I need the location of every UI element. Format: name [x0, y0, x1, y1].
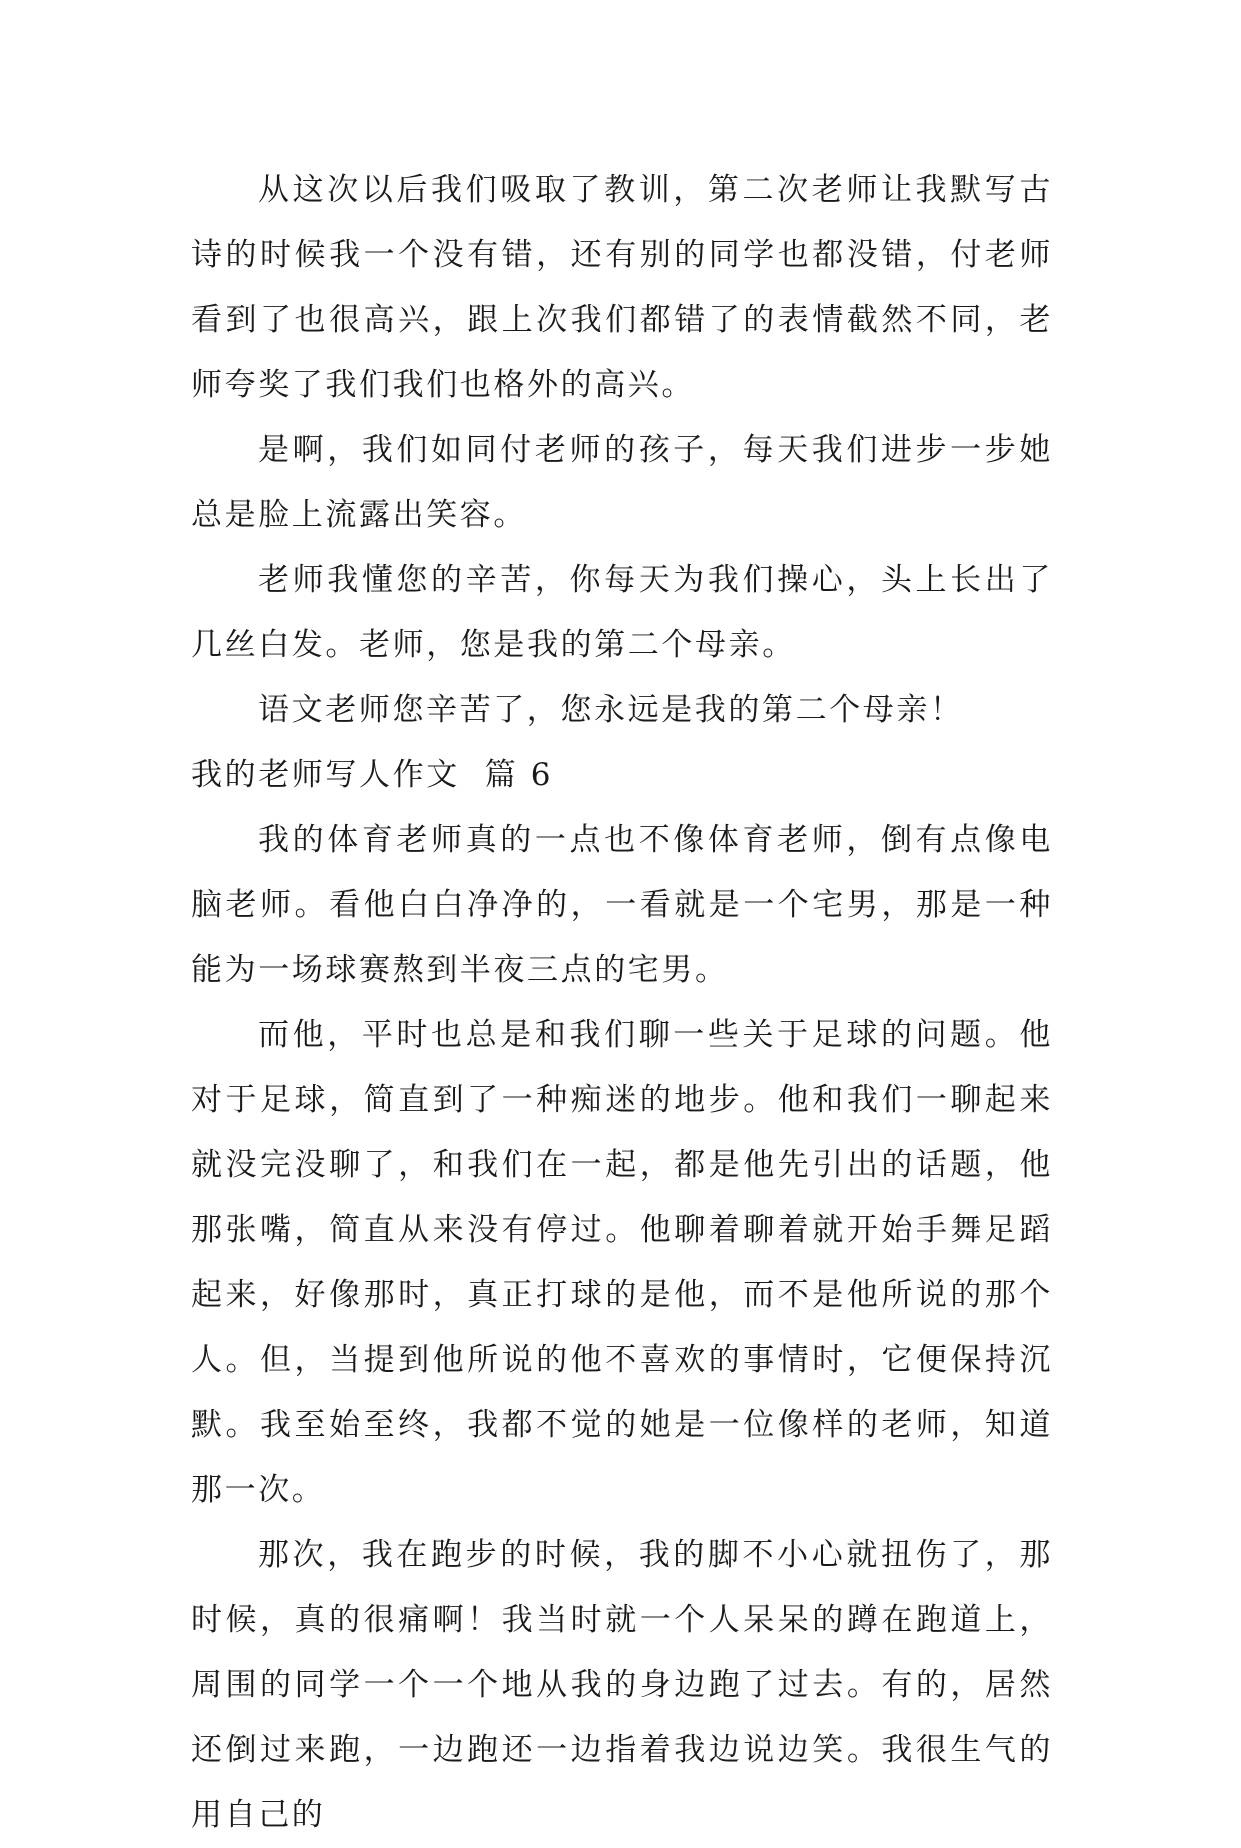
paragraph-football-talk: 而他，平时也总是和我们聊一些关于足球的问题。他对于足球，简直到了一种痴迷的地步。他和我们一聊起来就没完没聊了，和我们在一起，都是他先引出的话题，他那张嘴，简直从来没有停过。他聊着聊着就开始手舞足蹈起来，好像那时，真正打球的是他，而不是他所说的那个人。但，当提到他所说的他不喜欢的事情时，它便保持沉默。我至始至终，我都不觉的她是一位像样的老师，知道那一次。: [191, 1017, 1053, 1508]
paragraph-second-mother: 语文老师您辛苦了，您永远是我的第二个母亲！: [258, 692, 964, 728]
paragraph-running-injury: 那次，我在跑步的时候，我的脚不小心就扭伤了，那时候，真的很痛啊！我当时就一个人呆呆的蹲在跑道上，周围的同学一个一个地从我的身边跑了过去。有的，居然还倒过来跑，一边跑还一边指着我边说边笑。我很生气的用自己的: [191, 1537, 1053, 1833]
section-heading: 我的老师写人作文 篇 6: [191, 757, 554, 793]
paragraph-lesson-learned: 从这次以后我们吸取了教训，第二次老师让我默写古诗的时候我一个没有错，还有别的同学也都没错，付老师看到了也很高兴，跟上次我们都错了的表情截然不同，老师夸奖了我们我们也格外的高兴。: [191, 172, 1053, 403]
paragraph-teacher-hardship: 老师我懂您的辛苦，你每天为我们操心，头上长出了几丝白发。老师，您是我的第二个母亲。: [191, 562, 1053, 663]
paragraph-teacher-smile: 是啊，我们如同付老师的孩子，每天我们进步一步她总是脸上流露出笑容。: [191, 432, 1053, 533]
paragraph-pe-teacher-intro: 我的体育老师真的一点也不像体育老师，倒有点像电脑老师。看他白白净净的，一看就是一个宅男，那是一种能为一场球赛熬到半夜三点的宅男。: [191, 822, 1053, 988]
document-page: [191, 158, 1053, 1848]
